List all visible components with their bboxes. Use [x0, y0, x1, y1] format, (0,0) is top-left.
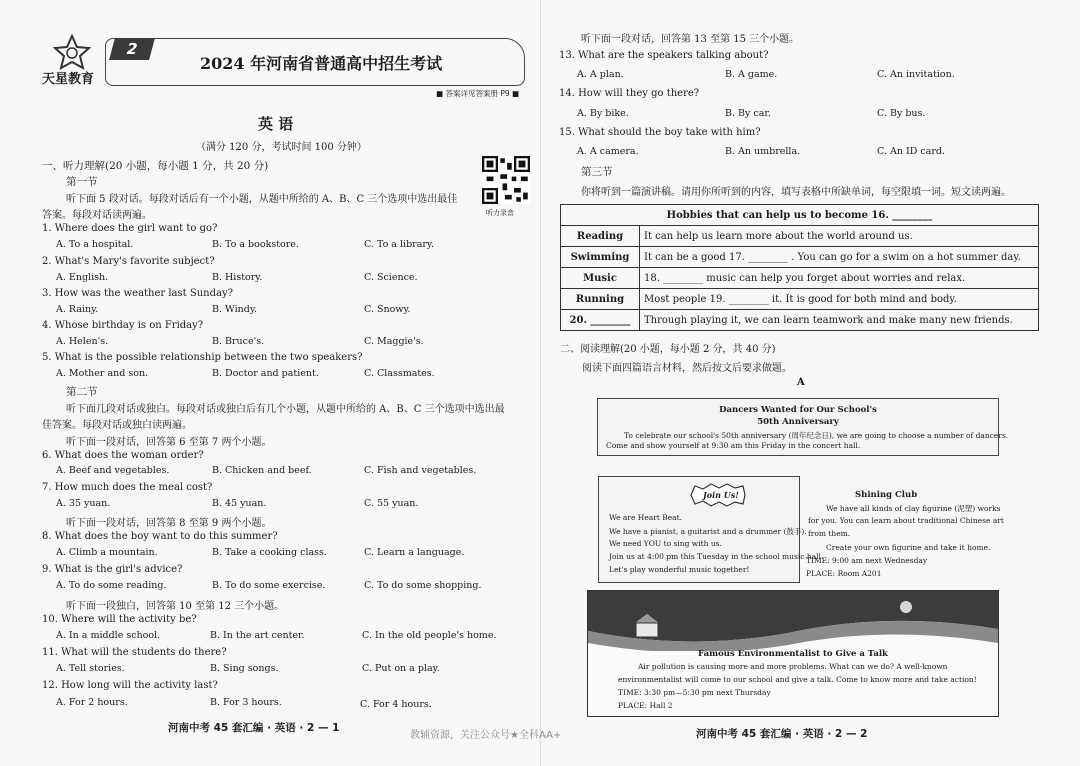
question-12: 12. How long will the activity last? [42, 680, 218, 691]
shining-line-3: from them. [808, 529, 851, 538]
watermark: 教辅资源，关注公众号★全科AA+ [410, 730, 562, 741]
heartbeat-line-4: Join us at 4:00 pm this Tuesday in the school music hall. [609, 552, 824, 561]
subject-title: 英 语 [258, 115, 294, 133]
q6-option-c: C. Fish and vegetables. [364, 465, 477, 476]
dancers-line-2: Come and show yourself at 9:30 am this Friday in the concert hall. [606, 441, 861, 450]
hobby-text: 18. ________ music can help you forget about worries and relax. [640, 268, 1039, 289]
table-title: Hobbies that can help us to become 16. ________ [561, 205, 1039, 226]
q10-option-b: B. In the art center. [210, 630, 305, 641]
shining-line-2: for you. You can learn about traditional Chinese art [808, 516, 1004, 525]
left-footer: 河南中考 45 套汇编 · 英语 · 2 — 1 [168, 722, 340, 734]
section2-instructions-2: 佳答案。每段对话或独白读两遍。 [42, 420, 192, 431]
q14-option-b: B. By car. [725, 108, 771, 119]
env-line-3: TIME: 3:30 pm—5:30 pm next Thursday [618, 688, 771, 697]
heartbeat-line-2: We have a pianist, a guitarist and a drummer (鼓手). [609, 527, 807, 536]
section1-title: 第一节 [66, 176, 98, 188]
shining-title: Shining Club [855, 490, 918, 500]
q9-option-a: A. To do some reading. [56, 580, 167, 591]
q3-option-a: A. Rainy. [56, 304, 99, 315]
q15-option-b: B. An umbrella. [725, 146, 801, 157]
dancers-title-2: 50th Anniversary [757, 417, 839, 427]
table-row [561, 289, 1039, 310]
q7-option-b: B. 45 yuan. [212, 498, 267, 509]
section2-instructions: 听下面几段对话或独白。每段对话或独白后有几个小题，从题中所给的 A、B、C 三个选项中选出最 [66, 404, 505, 415]
passage-label: A [797, 377, 805, 388]
shining-line-1: We have all kinds of clay figurine (泥塑) works [826, 504, 1001, 513]
qr-label: 听力录音 [486, 209, 514, 217]
dancers-notice [597, 398, 1009, 456]
hobby-cell: Reading [561, 226, 640, 247]
q5-option-a: A. Mother and son. [56, 368, 149, 379]
q11-option-a: A. Tell stories. [56, 663, 125, 674]
question-6: 6. What does the woman order? [42, 450, 204, 461]
q12-option-c: C. For 4 hours. [360, 699, 432, 710]
env-line-1: Air pollution is causing more and more problems. What can we do? A well-known [638, 662, 948, 671]
question-13: 13. What are the speakers talking about? [559, 50, 769, 61]
dialog-6-7-note: 听下面一段对话，回答第 6 至第 7 两个小题。 [66, 437, 272, 448]
question-3: 3. How was the weather last Sunday? [42, 288, 233, 299]
join-us-badge: Join Us! [703, 490, 739, 500]
answer-note: ■ 答案详见答案册 P9 ■ [436, 89, 520, 98]
section1-instructions-2: 答案。每段对话读两遍。 [42, 210, 152, 221]
part2-heading: 二、阅读理解(20 小题，每小题 2 分，共 40 分) [560, 344, 776, 355]
q4-option-c: C. Maggie's. [364, 336, 424, 347]
q15-option-a: A. A camera. [577, 146, 639, 157]
shining-line-4: Create your own figurine and take it home. [826, 543, 991, 552]
heartbeat-line-1: We are Heart Beat. [609, 513, 683, 522]
q14-option-a: A. By bike. [577, 108, 629, 119]
q1-option-c: C. To a library. [364, 239, 435, 250]
q7-option-c: C. 55 yuan. [364, 498, 419, 509]
question-5: 5. What is the possible relationship between the two speakers? [42, 352, 363, 363]
hobby-text: It can be a good 17. ________ . You can go for a swim on a hot summer day. [640, 247, 1039, 268]
table-row [561, 247, 1039, 268]
q15-option-c: C. An ID card. [877, 146, 945, 157]
env-line-2: environmentalist will come to our school and give a talk. Come to know more and take action! [618, 675, 977, 684]
q2-option-c: C. Science. [364, 272, 418, 283]
env-line-4: PLACE: Hall 2 [618, 701, 673, 710]
q6-option-a: A. Beef and vegetables. [56, 465, 170, 476]
part1-heading: 一、听力理解(20 小题，每小题 1 分，共 20 分) [42, 160, 269, 172]
right-footer: 河南中考 45 套汇编 · 英语 · 2 — 2 [696, 728, 868, 740]
q12-option-a: A. For 2 hours. [56, 697, 128, 708]
question-2: 2. What's Mary's favorite subject? [42, 256, 215, 267]
section3-title: 第三节 [581, 166, 613, 178]
dialog-13-15-note: 听下面一段对话，回答第 13 至第 15 三个小题。 [581, 34, 800, 45]
score-note: （满分 120 分，考试时间 100 分钟） [196, 142, 367, 153]
q1-option-b: B. To a bookstore. [212, 239, 299, 250]
star-logo-icon [52, 34, 92, 70]
question-11: 11. What will the students do there? [42, 647, 227, 658]
q3-option-c: C. Snowy. [364, 304, 411, 315]
heartbeat-notice [598, 476, 824, 583]
q13-option-b: B. A game. [725, 69, 778, 80]
section1-instructions: 听下面 5 段对话。每段对话后有一个小题，从题中所给的 A、B、C 三个选项中选出最佳 [66, 194, 458, 205]
q3-option-b: B. Windy. [212, 304, 257, 315]
hobbies-table [560, 204, 1039, 331]
hobby-text: Through playing it, we can learn teamwork and make many new friends. [640, 310, 1039, 331]
q2-option-a: A. English. [56, 272, 109, 283]
question-15: 15. What should the boy take with him? [559, 127, 761, 138]
heartbeat-line-5: Let's play wonderful music together! [609, 565, 750, 574]
question-9: 9. What is the girl's advice? [42, 564, 183, 575]
environmentalist-notice [587, 590, 999, 717]
question-7: 7. How much does the meal cost? [42, 482, 213, 493]
hobby-cell: Running [561, 289, 640, 310]
table-row [561, 268, 1039, 289]
q11-option-b: B. Sing songs. [210, 663, 279, 674]
table-row [561, 310, 1039, 331]
q8-option-c: C. Learn a language. [364, 547, 465, 558]
q4-option-a: A. Helen's. [56, 336, 109, 347]
q10-option-c: C. In the old people's home. [362, 630, 497, 641]
q12-option-b: B. For 3 hours. [210, 697, 282, 708]
dancers-title-1: Dancers Wanted for Our School's [719, 405, 877, 415]
question-1: 1. Where does the girl want to go? [42, 223, 218, 234]
q6-option-b: B. Chicken and beef. [212, 465, 312, 476]
q8-option-a: A. Climb a mountain. [56, 547, 158, 558]
hobby-text: Most people 19. ________ it. It is good for both mind and body. [640, 289, 1039, 310]
q7-option-a: A. 35 yuan. [56, 498, 111, 509]
number-tab: 2 [109, 38, 155, 60]
q9-option-b: B. To do some exercise. [212, 580, 326, 591]
q5-option-c: C. Classmates. [364, 368, 435, 379]
dancers-line-1: To celebrate our school's 50th anniversary (周年纪念日), we are going to choose a number of dancers. [624, 431, 1009, 440]
q13-option-a: A. A plan. [577, 69, 624, 80]
heartbeat-line-3: We need YOU to sing with us. [609, 539, 722, 548]
monologue-10-12-note: 听下面一段独白，回答第 10 至第 12 三个小题。 [66, 601, 285, 612]
q11-option-c: C. Put on a play. [362, 663, 440, 674]
part2-instructions: 阅读下面四篇语言材料，然后按文后要求做题。 [582, 363, 792, 374]
q1-option-a: A. To a hospital. [56, 239, 134, 250]
q5-option-b: B. Doctor and patient. [212, 368, 319, 379]
q8-option-b: B. Take a cooking class. [212, 547, 327, 558]
landscape-illustration-icon [588, 591, 998, 651]
hobby-text: It can help us learn more about the world around us. [640, 226, 1039, 247]
q9-option-c: C. To do some shopping. [364, 580, 482, 591]
exam-title: 2024 年河南省普通高中招生考试 [200, 54, 443, 73]
env-title: Famous Environmentalist to Give a Talk [698, 649, 888, 659]
shining-line-5: TIME: 9:00 am next Wednesday [806, 556, 928, 565]
dialog-8-9-note: 听下面一段对话，回答第 8 至第 9 两个小题。 [66, 518, 272, 529]
question-10: 10. Where will the activity be? [42, 614, 197, 625]
section2-title: 第二节 [66, 386, 98, 398]
question-8: 8. What does the boy want to do this summer? [42, 531, 278, 542]
question-14: 14. How will they go there? [559, 88, 700, 99]
q4-option-b: B. Bruce's. [212, 336, 265, 347]
shining-line-6: PLACE: Room A201 [806, 569, 882, 578]
q10-option-a: A. In a middle school. [56, 630, 161, 641]
hobby-cell: Music [561, 268, 640, 289]
brand-name: 天星教育 [42, 72, 95, 87]
q14-option-c: C. By bus. [877, 108, 926, 119]
question-4: 4. Whose birthday is on Friday? [42, 320, 204, 331]
hobby-cell: Swimming [561, 247, 640, 268]
q13-option-c: C. An invitation. [877, 69, 955, 80]
qr-code-icon [482, 156, 530, 204]
hobby-cell: 20. ________ [561, 310, 640, 331]
q2-option-b: B. History. [212, 272, 263, 283]
section3-instructions: 你将听到一篇演讲稿。请用你所听到的内容，填写表格中所缺单词，每空限填一词。短文读两遍。 [581, 187, 1011, 198]
table-row [561, 226, 1039, 247]
